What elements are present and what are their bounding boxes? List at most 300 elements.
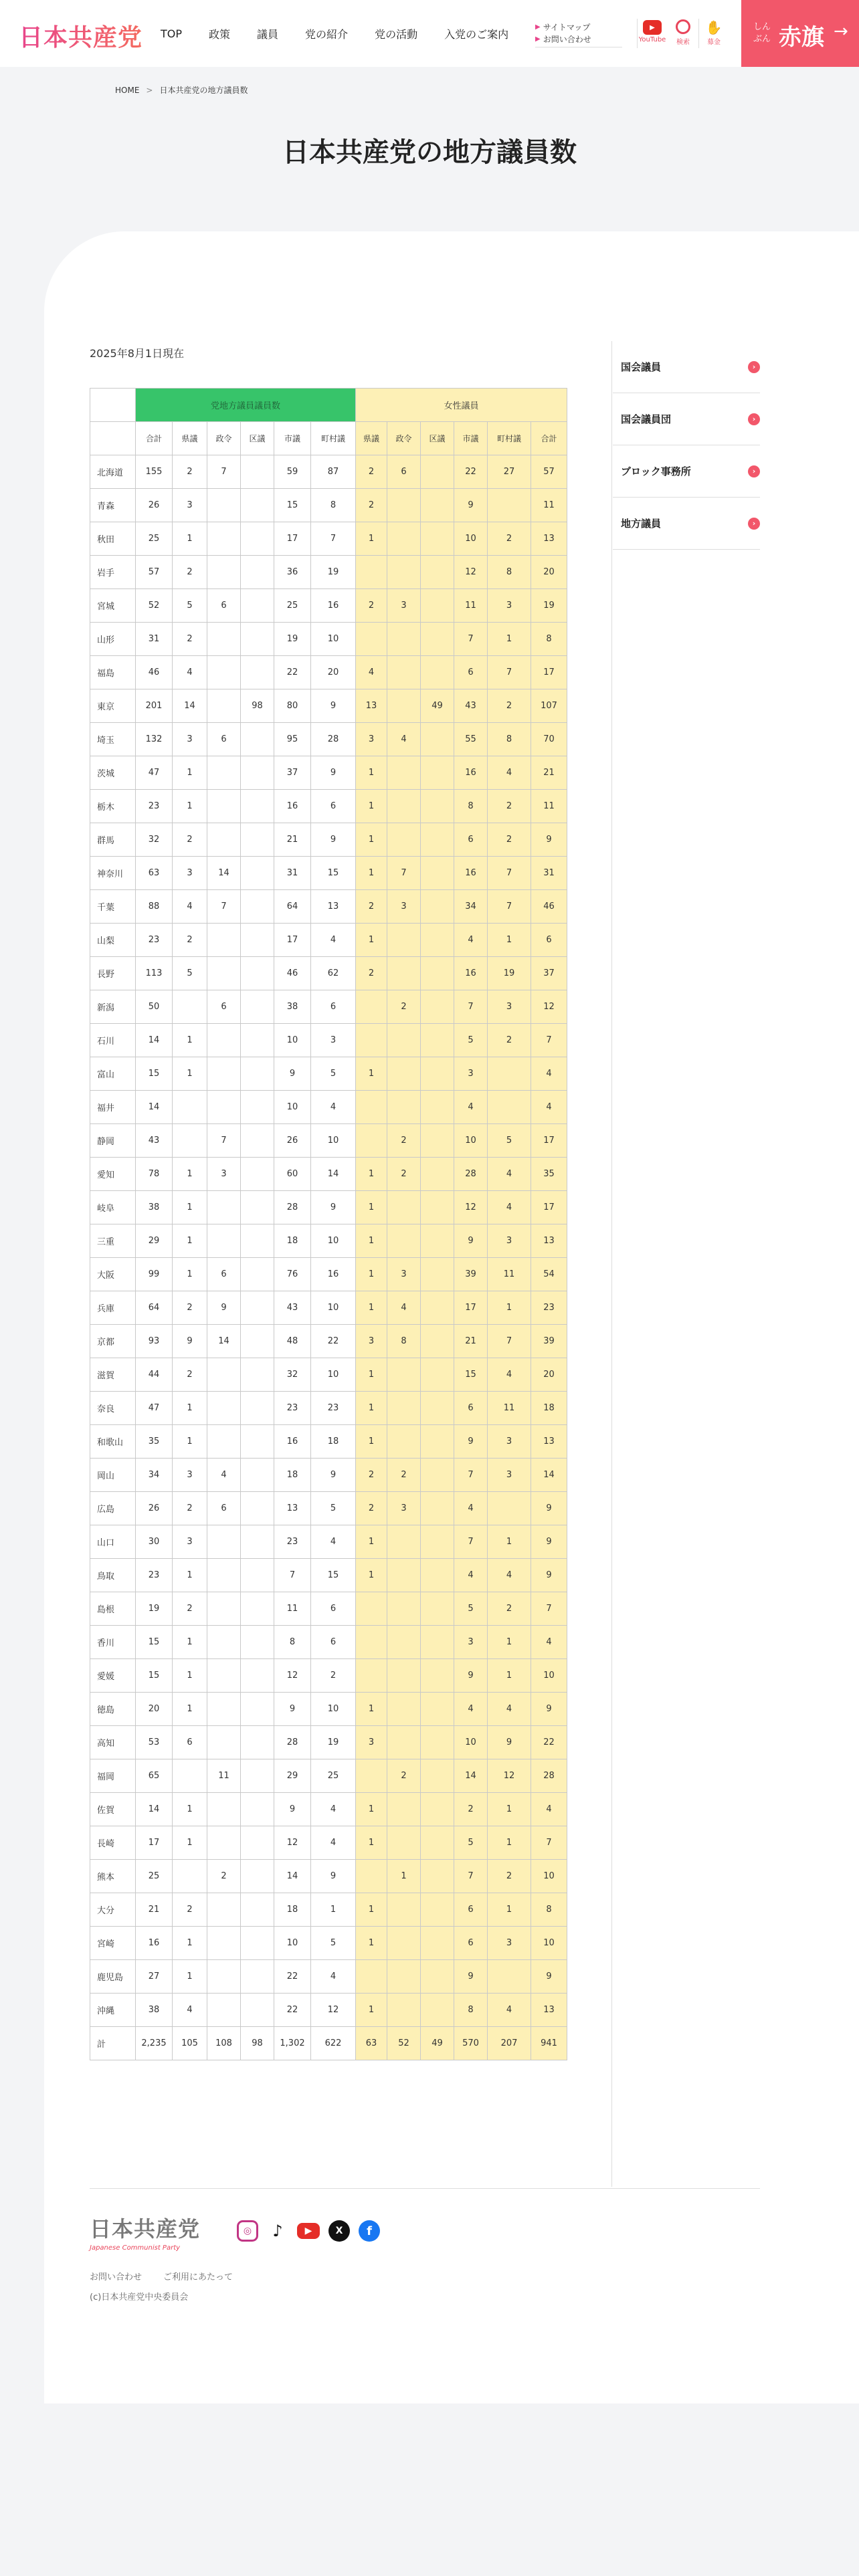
prefecture-cell: 秋田 — [90, 522, 136, 556]
count-cell — [173, 1091, 207, 1124]
count-cell: 6 — [454, 1392, 488, 1425]
count-cell — [421, 589, 454, 623]
count-cell — [387, 1057, 421, 1091]
count-cell — [241, 1124, 274, 1158]
column-header: 町村議 — [488, 422, 531, 455]
table-row — [90, 756, 567, 790]
table-row — [90, 723, 567, 756]
prefecture-cell: 兵庫 — [90, 1291, 136, 1325]
table-row — [90, 1191, 567, 1224]
count-cell: 6 — [454, 1927, 488, 1960]
prefecture-cell: 神奈川 — [90, 857, 136, 890]
count-cell — [207, 1927, 241, 1960]
count-cell — [207, 1358, 241, 1392]
table-row — [90, 924, 567, 957]
breadcrumb-current: 日本共産党の地方議員数 — [159, 86, 248, 95]
count-cell: 1 — [356, 1358, 387, 1392]
count-cell: 2 — [356, 589, 387, 623]
count-cell — [387, 1659, 421, 1693]
count-cell: 23 — [311, 1392, 356, 1425]
count-cell: 3 — [488, 1224, 531, 1258]
count-cell: 7 — [274, 1559, 311, 1592]
count-cell — [241, 924, 274, 957]
table-row — [90, 1592, 567, 1626]
table-row — [90, 455, 567, 489]
count-cell: 13 — [274, 1492, 311, 1525]
prefecture-cell: 沖縄 — [90, 1994, 136, 2027]
count-cell — [421, 455, 454, 489]
prefecture-cell: 静岡 — [90, 1124, 136, 1158]
count-cell: 14 — [207, 1325, 241, 1358]
count-cell — [207, 790, 241, 823]
count-cell: 23 — [136, 1559, 173, 1592]
table-row — [90, 1492, 567, 1525]
count-cell: 15 — [311, 1559, 356, 1592]
prefecture-cell: 北海道 — [90, 455, 136, 489]
count-cell: 38 — [274, 990, 311, 1024]
count-cell: 4 — [173, 890, 207, 924]
table-row — [90, 1994, 567, 2027]
count-cell: 2 — [356, 1459, 387, 1492]
count-cell — [488, 489, 531, 522]
count-cell: 16 — [454, 857, 488, 890]
count-cell: 31 — [531, 857, 567, 890]
count-cell: 1 — [173, 1224, 207, 1258]
count-cell: 207 — [488, 2027, 531, 2060]
count-cell: 17 — [274, 924, 311, 957]
tiktok-icon[interactable]: ♪ — [272, 2222, 283, 2240]
search-button[interactable]: 検索 — [668, 20, 698, 46]
sitemap-link[interactable]: ▶ サイトマップ — [535, 23, 591, 32]
count-cell: 2 — [356, 890, 387, 924]
count-cell: 1 — [173, 1392, 207, 1425]
count-cell: 22 — [274, 656, 311, 689]
corner-cell — [90, 422, 136, 455]
count-cell: 62 — [311, 957, 356, 990]
count-cell: 4 — [488, 1158, 531, 1191]
count-cell: 2 — [207, 1860, 241, 1893]
table-row — [90, 1793, 567, 1826]
count-cell: 8 — [454, 790, 488, 823]
count-cell: 4 — [173, 656, 207, 689]
count-cell — [241, 1592, 274, 1626]
count-cell — [207, 1659, 241, 1693]
count-cell — [387, 1726, 421, 1759]
count-cell — [356, 1759, 387, 1793]
count-cell: 4 — [488, 1693, 531, 1726]
count-cell — [421, 1358, 454, 1392]
count-cell — [421, 1258, 454, 1291]
count-cell — [421, 723, 454, 756]
count-cell: 14 — [136, 1024, 173, 1057]
count-cell — [387, 556, 421, 589]
footer-contact-link[interactable]: お問い合わせ — [90, 2272, 142, 2282]
count-cell: 2 — [173, 623, 207, 656]
count-cell: 4 — [387, 723, 421, 756]
count-cell: 15 — [454, 1358, 488, 1392]
count-cell: 95 — [274, 723, 311, 756]
count-cell: 6 — [207, 723, 241, 756]
count-cell: 11 — [454, 589, 488, 623]
count-cell — [387, 1592, 421, 1626]
count-cell — [421, 1325, 454, 1358]
sidebar-item-diet-members[interactable]: 国会議員 › — [613, 341, 760, 393]
count-cell: 12 — [311, 1994, 356, 2027]
count-cell — [241, 489, 274, 522]
count-cell: 99 — [136, 1258, 173, 1291]
count-cell: 10 — [311, 623, 356, 656]
count-cell: 1 — [356, 790, 387, 823]
count-cell: 1 — [173, 1659, 207, 1693]
count-cell — [241, 890, 274, 924]
count-cell: 39 — [531, 1325, 567, 1358]
group-header-female: 女性議員 — [356, 389, 567, 422]
count-cell: 9 — [311, 1191, 356, 1224]
count-cell: 70 — [531, 723, 567, 756]
count-cell — [421, 1759, 454, 1793]
count-cell: 12 — [274, 1659, 311, 1693]
prefecture-cell: 大阪 — [90, 1258, 136, 1291]
count-cell: 3 — [488, 1425, 531, 1459]
count-cell: 4 — [488, 1358, 531, 1392]
count-cell — [241, 1358, 274, 1392]
count-cell: 4 — [488, 1191, 531, 1224]
count-cell: 9 — [274, 1693, 311, 1726]
count-cell — [241, 1626, 274, 1659]
count-cell: 1 — [356, 1158, 387, 1191]
nav-join[interactable]: 入党のご案内 — [444, 27, 509, 41]
count-cell: 7 — [207, 455, 241, 489]
count-cell: 28 — [274, 1726, 311, 1759]
count-cell: 12 — [488, 1759, 531, 1793]
table-row — [90, 1392, 567, 1425]
count-cell — [387, 489, 421, 522]
count-cell: 16 — [454, 957, 488, 990]
count-cell: 14 — [274, 1860, 311, 1893]
count-cell: 1 — [356, 1793, 387, 1826]
count-cell: 4 — [311, 1793, 356, 1826]
count-cell — [241, 1994, 274, 2027]
count-cell: 3 — [173, 857, 207, 890]
count-cell: 44 — [136, 1358, 173, 1392]
count-cell — [421, 489, 454, 522]
count-cell: 6 — [311, 1626, 356, 1659]
count-cell: 2 — [356, 489, 387, 522]
count-cell — [207, 823, 241, 857]
prefecture-cell: 鹿児島 — [90, 1960, 136, 1994]
count-cell: 6 — [531, 924, 567, 957]
prefecture-cell: 大分 — [90, 1893, 136, 1927]
prefecture-cell: 茨城 — [90, 756, 136, 790]
table-row — [90, 1425, 567, 1459]
count-cell: 19 — [531, 589, 567, 623]
count-cell: 4 — [488, 756, 531, 790]
count-cell: 19 — [488, 957, 531, 990]
count-cell: 1 — [488, 924, 531, 957]
count-cell: 5 — [488, 1124, 531, 1158]
count-cell — [421, 522, 454, 556]
prefecture-cell: 計 — [90, 2027, 136, 2060]
count-cell — [421, 1826, 454, 1860]
count-cell — [421, 957, 454, 990]
count-cell: 8 — [454, 1994, 488, 2027]
count-cell — [356, 1592, 387, 1626]
count-cell: 1,302 — [274, 2027, 311, 2060]
count-cell — [356, 623, 387, 656]
count-cell — [488, 1057, 531, 1091]
count-cell: 622 — [311, 2027, 356, 2060]
count-cell: 21 — [274, 823, 311, 857]
chevron-right-icon: ▶ — [535, 35, 541, 43]
count-cell: 16 — [311, 589, 356, 623]
x-icon[interactable]: X — [328, 2220, 350, 2242]
akahata-banner-link[interactable] — [741, 0, 859, 67]
count-cell: 11 — [531, 790, 567, 823]
count-cell — [207, 1994, 241, 2027]
prefecture-cell: 福島 — [90, 656, 136, 689]
chevron-right-icon: ▶ — [535, 23, 541, 31]
count-cell — [207, 556, 241, 589]
table-row — [90, 1459, 567, 1492]
count-cell — [421, 790, 454, 823]
count-cell: 26 — [136, 1492, 173, 1525]
table-row — [90, 857, 567, 890]
column-header: 政令 — [387, 422, 421, 455]
count-cell: 35 — [531, 1158, 567, 1191]
count-cell: 1 — [356, 823, 387, 857]
count-cell: 7 — [207, 1124, 241, 1158]
sidebar-item-block-offices[interactable]: ブロック事務所 › — [613, 445, 760, 498]
count-cell — [387, 1091, 421, 1124]
count-cell: 27 — [488, 455, 531, 489]
count-cell — [421, 656, 454, 689]
count-cell: 5 — [173, 957, 207, 990]
facebook-icon[interactable]: f — [359, 2220, 380, 2242]
count-cell: 12 — [531, 990, 567, 1024]
count-cell: 2 — [173, 455, 207, 489]
count-cell: 2 — [387, 990, 421, 1024]
count-cell: 2 — [488, 522, 531, 556]
count-cell: 6 — [454, 656, 488, 689]
count-cell — [241, 1224, 274, 1258]
group-header-total: 党地方議員議員数 — [136, 389, 356, 422]
count-cell — [421, 924, 454, 957]
youtube-icon[interactable]: ▶ — [297, 2223, 320, 2239]
count-cell: 6 — [207, 1492, 241, 1525]
count-cell: 4 — [356, 656, 387, 689]
count-cell — [387, 1893, 421, 1927]
nav-activities[interactable]: 党の活動 — [375, 27, 418, 41]
column-header: 合計 — [136, 422, 173, 455]
youtube-button[interactable]: ▶ YouTube — [637, 20, 668, 43]
count-cell: 6 — [387, 455, 421, 489]
count-cell: 1 — [173, 1826, 207, 1860]
count-cell: 98 — [241, 2027, 274, 2060]
count-cell: 9 — [274, 1793, 311, 1826]
count-cell: 1 — [173, 522, 207, 556]
column-header: 町村議 — [311, 422, 356, 455]
count-cell: 36 — [274, 556, 311, 589]
sidebar-item-local-councillors[interactable]: 地方議員 › — [613, 498, 760, 550]
count-cell — [241, 1291, 274, 1325]
site-logo[interactable]: 日本共産党 — [19, 19, 142, 53]
footer-terms-link[interactable]: ご利用にあたって — [163, 2272, 233, 2282]
count-cell: 22 — [531, 1726, 567, 1759]
count-cell — [421, 1626, 454, 1659]
count-cell: 14 — [311, 1158, 356, 1191]
count-cell: 4 — [311, 1091, 356, 1124]
count-cell: 15 — [311, 857, 356, 890]
breadcrumb-home[interactable]: HOME — [115, 86, 140, 95]
count-cell — [207, 522, 241, 556]
count-cell: 98 — [241, 689, 274, 723]
count-cell: 113 — [136, 957, 173, 990]
count-cell — [387, 957, 421, 990]
count-cell — [356, 556, 387, 589]
count-cell: 4 — [311, 924, 356, 957]
prefecture-cell: 宮城 — [90, 589, 136, 623]
count-cell: 64 — [274, 890, 311, 924]
count-cell: 7 — [488, 890, 531, 924]
count-cell: 3 — [356, 723, 387, 756]
count-cell: 4 — [173, 1994, 207, 2027]
count-cell — [421, 1960, 454, 1994]
count-cell — [387, 1559, 421, 1592]
table-row — [90, 1826, 567, 1860]
count-cell: 34 — [136, 1459, 173, 1492]
count-cell — [387, 823, 421, 857]
count-cell — [241, 1459, 274, 1492]
count-cell — [421, 1191, 454, 1224]
count-cell: 3 — [207, 1158, 241, 1191]
count-cell — [421, 1124, 454, 1158]
count-cell — [387, 1425, 421, 1459]
count-cell — [387, 1392, 421, 1425]
count-cell — [241, 1091, 274, 1124]
prefecture-cell: 青森 — [90, 489, 136, 522]
prefecture-cell: 佐賀 — [90, 1793, 136, 1826]
count-cell — [241, 990, 274, 1024]
table-row — [90, 522, 567, 556]
count-cell — [387, 1826, 421, 1860]
prefecture-cell: 山梨 — [90, 924, 136, 957]
nav-policy[interactable]: 政策 — [209, 27, 231, 41]
count-cell: 4 — [531, 1091, 567, 1124]
count-cell: 11 — [488, 1392, 531, 1425]
count-cell: 14 — [454, 1759, 488, 1793]
count-cell — [387, 1994, 421, 2027]
table-group-header — [90, 389, 567, 422]
count-cell: 19 — [136, 1592, 173, 1626]
instagram-icon[interactable]: ◎ — [237, 2220, 258, 2242]
count-cell — [421, 823, 454, 857]
count-cell: 10 — [531, 1659, 567, 1693]
prefecture-cell: 石川 — [90, 1024, 136, 1057]
donation-button[interactable]: ✋ 募金 — [705, 19, 723, 46]
count-cell: 10 — [274, 1091, 311, 1124]
nav-about[interactable]: 党の紹介 — [305, 27, 349, 41]
header-sub-links — [535, 21, 622, 47]
count-cell: 30 — [136, 1525, 173, 1559]
footer-logo[interactable]: 日本共産党 Japanese Communist Party — [90, 2216, 201, 2252]
column-header: 県議 — [173, 422, 207, 455]
count-cell — [421, 1793, 454, 1826]
count-cell: 4 — [454, 924, 488, 957]
count-cell: 1 — [356, 1057, 387, 1091]
prefecture-cell: 岡山 — [90, 1459, 136, 1492]
count-cell: 1 — [356, 1826, 387, 1860]
count-cell — [241, 790, 274, 823]
table-row — [90, 1659, 567, 1693]
count-cell: 8 — [311, 489, 356, 522]
count-cell — [356, 1860, 387, 1893]
count-cell: 9 — [173, 1325, 207, 1358]
nav-members[interactable]: 議員 — [257, 27, 279, 41]
count-cell: 9 — [454, 1960, 488, 1994]
count-cell: 3 — [173, 489, 207, 522]
count-cell — [241, 1726, 274, 1759]
count-cell: 2 — [173, 1291, 207, 1325]
count-cell: 1 — [356, 1258, 387, 1291]
count-cell: 1 — [356, 1392, 387, 1425]
table-row — [90, 1158, 567, 1191]
count-cell — [207, 1693, 241, 1726]
prefecture-cell: 和歌山 — [90, 1425, 136, 1459]
count-cell: 4 — [311, 1525, 356, 1559]
count-cell — [241, 1525, 274, 1559]
count-cell: 1 — [356, 1994, 387, 2027]
count-cell: 8 — [387, 1325, 421, 1358]
count-cell: 2 — [173, 1592, 207, 1626]
count-cell: 17 — [531, 1191, 567, 1224]
count-cell — [387, 1927, 421, 1960]
sidebar-item-diet-group[interactable]: 国会議員団 › — [613, 393, 760, 445]
count-cell — [241, 589, 274, 623]
count-cell: 16 — [274, 790, 311, 823]
count-cell: 21 — [136, 1893, 173, 1927]
count-cell — [421, 1525, 454, 1559]
count-cell: 13 — [356, 689, 387, 723]
count-cell: 21 — [454, 1325, 488, 1358]
count-cell: 28 — [274, 1191, 311, 1224]
table-row — [90, 589, 567, 623]
count-cell — [356, 1626, 387, 1659]
nav-top[interactable]: TOP — [161, 27, 183, 40]
count-cell — [421, 857, 454, 890]
count-cell: 1 — [311, 1893, 356, 1927]
table-row — [90, 1224, 567, 1258]
count-cell: 1 — [173, 1057, 207, 1091]
count-cell: 4 — [311, 1826, 356, 1860]
count-cell: 4 — [531, 1626, 567, 1659]
count-cell: 22 — [274, 1994, 311, 2027]
prefecture-cell: 富山 — [90, 1057, 136, 1091]
count-cell: 2 — [387, 1459, 421, 1492]
count-cell: 7 — [531, 1592, 567, 1626]
count-cell: 9 — [207, 1291, 241, 1325]
count-cell: 5 — [454, 1826, 488, 1860]
count-cell — [356, 1024, 387, 1057]
count-cell: 1 — [356, 1291, 387, 1325]
contact-link[interactable]: ▶ お問い合わせ — [535, 35, 591, 44]
count-cell: 3 — [356, 1726, 387, 1759]
count-cell: 1 — [356, 1224, 387, 1258]
count-cell — [387, 1960, 421, 1994]
count-cell: 80 — [274, 689, 311, 723]
prefecture-cell: 長崎 — [90, 1826, 136, 1860]
count-cell: 11 — [531, 489, 567, 522]
count-cell — [387, 1191, 421, 1224]
